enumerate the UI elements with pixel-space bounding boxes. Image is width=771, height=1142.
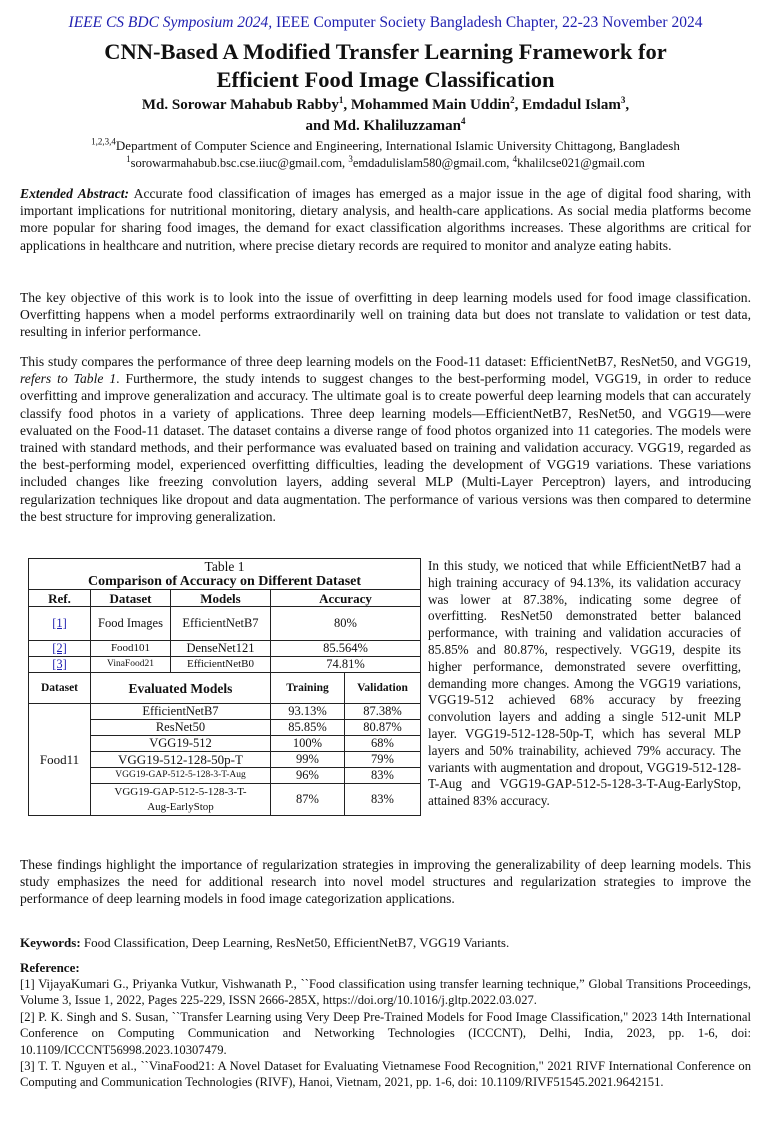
title-line-1: CNN-Based A Modified Transfer Learning Framework for — [104, 39, 667, 64]
reference-item: [3] T. T. Nguyen et al., ``VinaFood21: A Novel Dataset for Evaluating Vietnamese Food Recognition," 2021 RIVF International Conference on Computing and Communication Technologies (RIVF), Hanoi, Vietnam, 2021, pp. 1-6, doi: 10.1109/RIVF51545.2021.9642151. — [20, 1059, 751, 1090]
col-accuracy-header: Accuracy — [271, 590, 421, 607]
table-row: ResNet50 85.85% 80.87% — [29, 720, 421, 736]
table-caption: Table 1 — [29, 559, 421, 575]
side-paragraph: In this study, we noticed that while EfficientNetB7 had a high training accuracy of 94.13%, its validation accuracy was lower at 87.38%, indicating some degree of overfitting. ResNet50 demonstrated better balanced performance, with training and validation accuracies of 85.85% and 80.87%, respectively. VGG19, despite its higher performance, demonstrated severe overfitting, demanding more changes. Among the VGG19 variations, VGG19-512 achieved 68% accuracy by freezing convolution layers and adding a single 512-unit MLP layer. VGG19-512-128-50p-T, which has several MLP layers and 50% trainability, achieved 79% accuracy. The variants with augmentation and dropout, VGG19-512-128-T-Aug and VGG19-GAP-512-5-128-3-T-Aug-EarlyStop, attained 83% accuracy. — [428, 558, 741, 809]
table-row: [1] Food Images EfficientNetB7 80% — [29, 607, 421, 641]
abstract-paragraph-4: These findings highlight the importance of regularization strategies in improving the generalizability of deep learning models. This study emphasizes the need for additional research into novel model structures and regularization strategies to improve the performance of deep learning models in food image categorization applications. — [20, 857, 751, 907]
table-title: Comparison of Accuracy on Different Dataset — [29, 574, 421, 590]
author-list: Md. Sorowar Mahabub Rabby$^1$, Mohammed Main Uddin$^2$, Emdadul Islam$^3$, and Md. Khaliluzzaman$^4$ — [141, 95, 630, 134]
abstract-paragraph-1: Extended Abstract: Accurate food classification of images has emerged as a major issue in the age of digital food sharing, with important implications for nutritional monitoring, dietary analysis, and health-care applications. As social media platforms become more popular for sharing food images, the demand for exact classification algorithms increases. These algorithms are critical for applications in healthcare and nutrition, where precise dietary records are required to monitor and analyze eating habits. — [20, 186, 751, 253]
table-row: VGG19-512 100% 68% — [29, 736, 421, 752]
col-training-header: Training — [271, 673, 345, 704]
reference-list — [20, 976, 751, 1091]
reference-item: [1] VijayaKumari G., Priyanka Vutkur, Vishwanath P., ``Food classification using transfer learning technique,” Global Transitions Proceedings, Volume 3, Issue 1, 2022, Pages 225-229, ISSN 2666-285X, https://doi.org/10.1016/j.gltp.2022.03.027. — [20, 977, 751, 1008]
references-heading: Reference: — [20, 960, 80, 975]
paper-title — [20, 38, 751, 94]
abstract-paragraph-2: The key objective of this work is to look into the issue of overfitting in deep learning models used for food image classification. Overfitting happens when a model performs extraordinarily well on training data but does not translate to validation or test data, resulting in inferior performance. — [20, 290, 751, 340]
reference-item: [2] P. K. Singh and S. Susan, ``Transfer Learning using Very Deep Pre-Trained Models for Food Image Classification," 2023 14th International Conference on Computing Communication and Networking Technologies (ICCCNT), Delhi, India, 2023, pp. 1-6, doi: 10.1109/ICCCNT56998.2023.10307479. — [20, 1009, 751, 1057]
table-row: VGG19-GAP-512-5-128-3-T-Aug 96% 83% — [29, 768, 421, 784]
table-row: Food11 EfficientNetB7 93.13% 87.38% — [29, 704, 421, 720]
title-line-2: Efficient Food Image Classification — [216, 67, 555, 92]
author-emails: $^1$sorowarmahabub.bsc.cse.iiuc@gmail.com, $^3$emdadulislam580@gmail.com, $^4$khalilcse021@gmail.com — [126, 153, 645, 170]
venue-line: IEEE CS BDC Symposium 2024, IEEE Computer Society Bangladesh Chapter, 22-23 November 2024 — [68, 14, 703, 31]
accuracy-table — [28, 558, 421, 816]
ref-link-3[interactable]: [3] — [52, 657, 67, 671]
ref-link-2[interactable]: [2] — [52, 641, 67, 655]
col-dataset-header: Dataset — [91, 590, 171, 607]
table-row: [2] Food101 DenseNet121 85.564% — [29, 641, 421, 657]
table-row: VGG19-GAP-512-5-128-3-T-Aug-EarlyStop 87% 83% — [29, 784, 421, 816]
abstract-paragraph-3: This study compares the performance of three deep learning models on the Food-11 dataset: EfficientNetB7, ResNet50, and VGG19, refers to Table 1. Furthermore, the study intends to suggest changes to the best-performing model, VGG19, in order to reduce overfitting and improve generalization and accuracy. The ultimate goal is to create powerful deep learning models that can accurately classify food photos in a variety of applications. Three deep learning models—EfficientNetB7, ResNet50, and VGG19—were evaluated on the Food-11 dataset. The dataset contains a diverse range of food photos organized into 11 categories. The models were trained with standard methods, and their performance was evaluated based on training and validation accuracy. VGG19, regarded as the best-performing model, experienced overfitting difficulties, leading the development of VGG19 variations. These variations included changes like freezing convolution layers, adding several MLP (Multi-Layer Perceptron) layers, and introducing regularization techniques like dropout and data augmentation. The performance of various versions was then compared to determine the best structure for improving generalization. — [20, 354, 751, 524]
col-validation-header: Validation — [345, 673, 421, 704]
table-row: [3] VinaFood21 EfficientNetB0 74.81% — [29, 657, 421, 673]
eval-dataset-cell: Food11 — [29, 704, 91, 816]
affiliation: $^{1,2,3,4}$Department of Computer Science and Engineering, International Islamic University Chittagong, Bangladesh — [91, 136, 680, 153]
col-eval-dataset-header: Dataset — [29, 673, 91, 704]
table-row: VGG19-512-128-50p-T 99% 79% — [29, 752, 421, 768]
ref-link-1[interactable]: [1] — [52, 616, 67, 630]
col-eval-models-header: Evaluated Models — [91, 673, 271, 704]
col-models-header: Models — [171, 590, 271, 607]
col-ref-header: Ref. — [29, 590, 91, 607]
keywords: Keywords: Food Classification, Deep Learning, ResNet50, EfficientNetB7, VGG19 Variants. — [20, 935, 510, 950]
